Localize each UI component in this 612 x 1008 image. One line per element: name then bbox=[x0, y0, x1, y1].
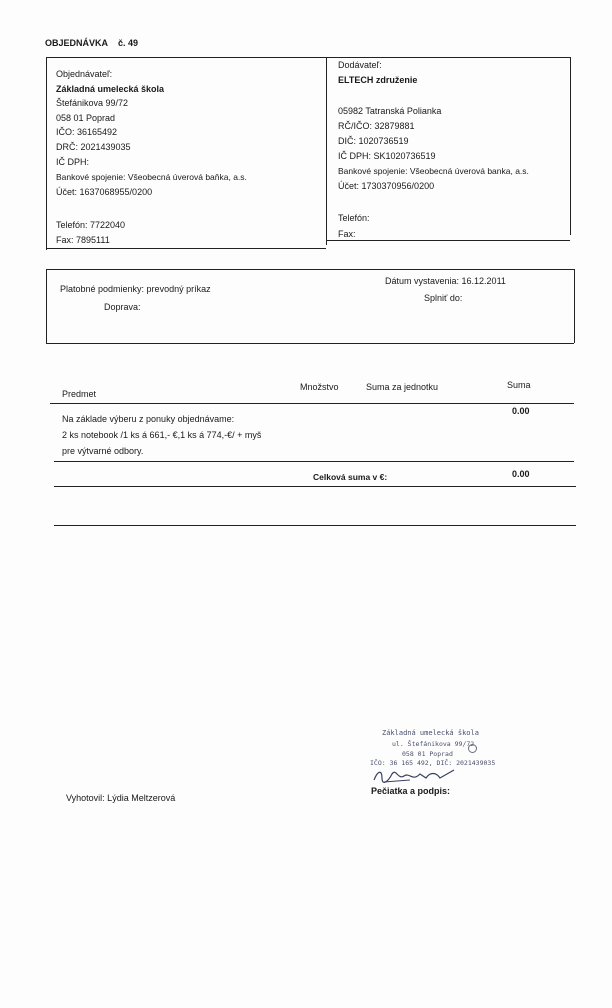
stamp-line-3: 058 01 Poprad bbox=[402, 750, 453, 758]
prepared-by: Vyhotovil: Lýdia Meltzerová bbox=[66, 793, 176, 803]
stamp-line-2: ul. Štefánikova 99/72 bbox=[392, 740, 475, 748]
total-value: 0.00 bbox=[512, 469, 530, 479]
items-bottom-rule bbox=[54, 461, 574, 462]
document-title: OBJEDNÁVKA bbox=[45, 38, 109, 48]
supplier-rcico: RČ/IČO: 32879881 bbox=[338, 121, 415, 131]
col-unit-header: Suma za jednotku bbox=[366, 382, 439, 392]
supplier-phone: Telefón: bbox=[338, 213, 370, 223]
transport: Doprava: bbox=[104, 302, 141, 312]
stamp-emblem-icon bbox=[468, 744, 477, 753]
terms-top-border bbox=[46, 269, 574, 270]
buyer-icdph: IČ DPH: bbox=[56, 157, 90, 167]
fulfill-by: Splniť do: bbox=[424, 293, 463, 303]
order-number: č. 49 bbox=[118, 38, 139, 48]
supplier-bank: Bankové spojenie: Všeobecná úverová banka, a.s. bbox=[338, 166, 529, 176]
supplier-account: Účet: 1730370956/0200 bbox=[338, 181, 435, 191]
top-border bbox=[46, 57, 570, 58]
bottom-border-right bbox=[326, 240, 570, 241]
stamp-line-4: IČO: 36 165 492, DIČ: 2021439035 bbox=[370, 759, 496, 767]
total-label: Celková suma v €: bbox=[313, 472, 388, 482]
terms-left-border bbox=[46, 269, 47, 343]
buyer-label: Objednávateľ: bbox=[56, 69, 113, 79]
supplier-dic: DIČ: 1020736519 bbox=[338, 136, 409, 146]
supplier-icdph: IČ DPH: SK1020736519 bbox=[338, 151, 436, 161]
col-sum-header: Suma bbox=[507, 380, 531, 390]
stamp-signature-label: Pečiatka a podpis: bbox=[371, 786, 451, 796]
right-border bbox=[570, 57, 571, 235]
item-line-3: pre výtvarné odbory. bbox=[62, 446, 144, 456]
supplier-city: 05982 Tatranská Polianka bbox=[338, 106, 442, 116]
buyer-fax: Fax: 7895111 bbox=[56, 235, 110, 245]
payment-terms: Platobné podmienky: prevodný príkaz bbox=[60, 284, 211, 294]
terms-right-border bbox=[574, 269, 575, 343]
supplier-name: ELTECH združenie bbox=[338, 75, 418, 85]
supplier-label: Dodávateľ: bbox=[338, 60, 382, 70]
buyer-street: Štefánikova 99/72 bbox=[56, 98, 129, 108]
signature-scribble bbox=[370, 764, 460, 786]
total-rule bbox=[54, 486, 576, 487]
item-line-2: 2 ks notebook /1 ks á 661,- €,1 ks á 774,-€/ + myš bbox=[62, 430, 262, 440]
buyer-city: 058 01 Poprad bbox=[56, 113, 116, 123]
buyer-ico: IČO: 36165492 bbox=[56, 127, 118, 137]
issue-date: Dátum vystavenia: 16.12.2011 bbox=[385, 276, 506, 286]
terms-bottom-border bbox=[46, 343, 574, 344]
supplier-fax: Fax: bbox=[338, 229, 356, 239]
middle-divider bbox=[326, 57, 327, 245]
table-header-rule bbox=[50, 403, 574, 404]
buyer-account: Účet: 1637068955/0200 bbox=[56, 187, 153, 197]
end-rule bbox=[54, 525, 576, 526]
left-border bbox=[46, 57, 47, 250]
buyer-bank: Bankové spojenie: Všeobecná úverová baňka, a.s. bbox=[56, 172, 247, 182]
bottom-border-left bbox=[46, 248, 326, 249]
col-item-header: Predmet bbox=[62, 389, 97, 399]
buyer-phone: Telefón: 7722040 bbox=[56, 220, 126, 230]
item-line-1: Na základe výberu z ponuky objednávame: bbox=[62, 414, 235, 424]
item-sum: 0.00 bbox=[512, 406, 530, 416]
stamp-line-1: Základná umelecká škola bbox=[382, 729, 479, 737]
buyer-dic: DRČ: 2021439035 bbox=[56, 142, 131, 152]
col-qty-header: Množstvo bbox=[300, 382, 339, 392]
buyer-name: Základná umelecká škola bbox=[56, 84, 165, 94]
